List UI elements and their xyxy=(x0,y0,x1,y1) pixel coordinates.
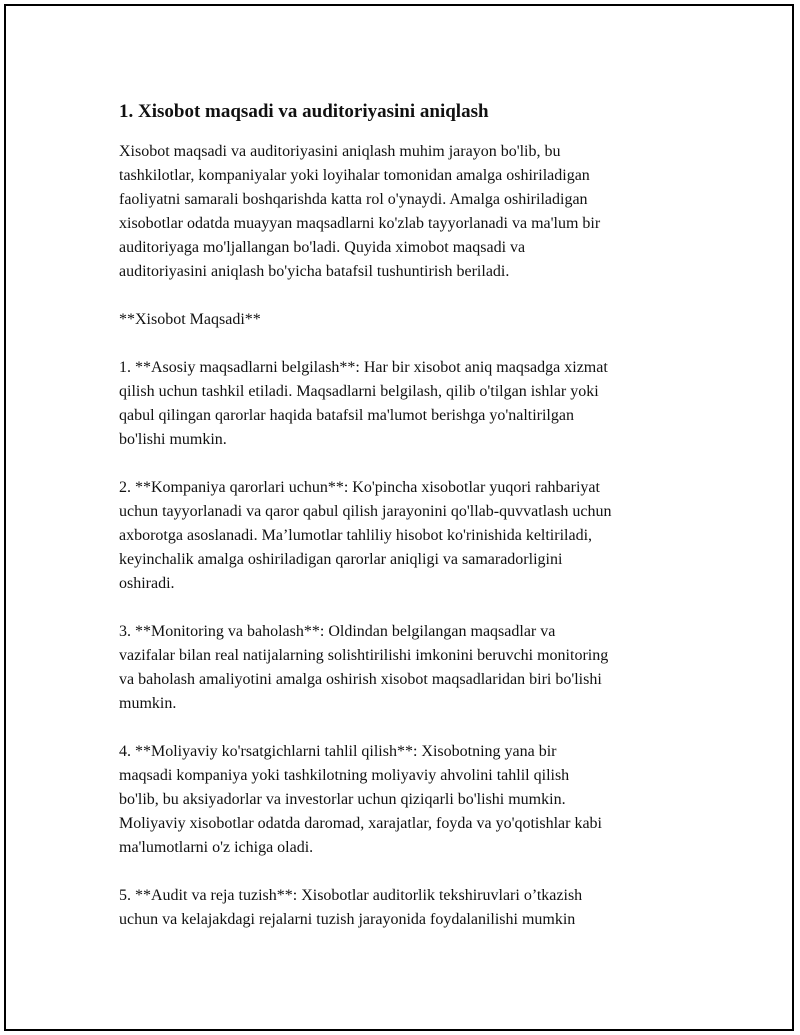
intro-paragraph: Xisobot maqsadi va auditoriyasini aniqlash muhim jarayon bo'lib, bu tashkilotlar, kompaniyalar yoki loyihalar tomonidan amalga oshiriladigan faoliyatni samarali boshqarishda katta rol o'ynaydi. Amalga oshiriladigan xisobotlar odatda muayyan maqsadlarni ko'zlab tayyorlanadi va ma'lum bir auditoriyaga mo'ljallangan bo'ladi. Quyida ximobot maqsadi va auditoriyasini aniqlash bo'yicha batafsil tushuntirish beriladi. xyxy=(119,143,601,280)
list-item-1: 1. **Asosiy maqsadlarni belgilash**: Har bir xisobot aniq maqsadga xizmat qilish uchun tashkil etiladi. Maqsadlarni belgilash, qilib o'tilgan ishlar yoki qabul qilingan qarorlar haqida batafsil ma'lumot berishga yo'naltirilgan bo'lishi mumkin. xyxy=(119,359,608,448)
page-frame xyxy=(4,4,794,1031)
document-body xyxy=(119,98,699,956)
list-item-2: 2. **Kompaniya qarorlari uchun**: Ko'pincha xisobotlar yuqori rahbariyat uchun tayyorlanadi va qaror qabul qilish jarayonini qo'llab-quvvatlash uchun axborotga asoslanadi. Ma’lumotlar tahliliy hisobot ko'rinishida keltiriladi, keyinchalik amalga oshiriladigan qarorlar aniqligi va samaradorligini oshiradi. xyxy=(119,479,612,592)
list-item-3: 3. **Monitoring va baholash**: Oldindan belgilangan maqsadlar va vazifalar bilan real natijalarning solishtirilishi imkonini beruvchi monitoring va baholash amaliyotini amalga oshirish xisobot maqsadlaridan biri bo'lishi mumkin. xyxy=(119,623,609,712)
subheading-paragraph: **Xisobot Maqsadi** xyxy=(119,311,261,328)
section-heading: 1. Xisobot maqsadi va auditoriyasini aniqlash xyxy=(119,101,489,122)
list-item-4: 4. **Moliyaviy ko'rsatgichlarni tahlil qilish**: Xisobotning yana bir maqsadi kompaniya yoki tashkilotning moliyaviy ahvolini tahlil qilish bo'lib, bu aksiyadorlar va investorlar uchun qiziqarli bo'lishi mumkin. Moliyaviy xisobotlar odatda daromad, xarajatlar, foyda va yo'qotishlar kabi ma'lumotlarni o'z ichiga oladi. xyxy=(119,743,602,856)
list-item-5: 5. **Audit va reja tuzish**: Xisobotlar auditorlik tekshiruvlari o’tkazish uchun va kelajakdagi rejalarni tuzish jarayonida foydalanilishi mumkin xyxy=(119,887,583,928)
